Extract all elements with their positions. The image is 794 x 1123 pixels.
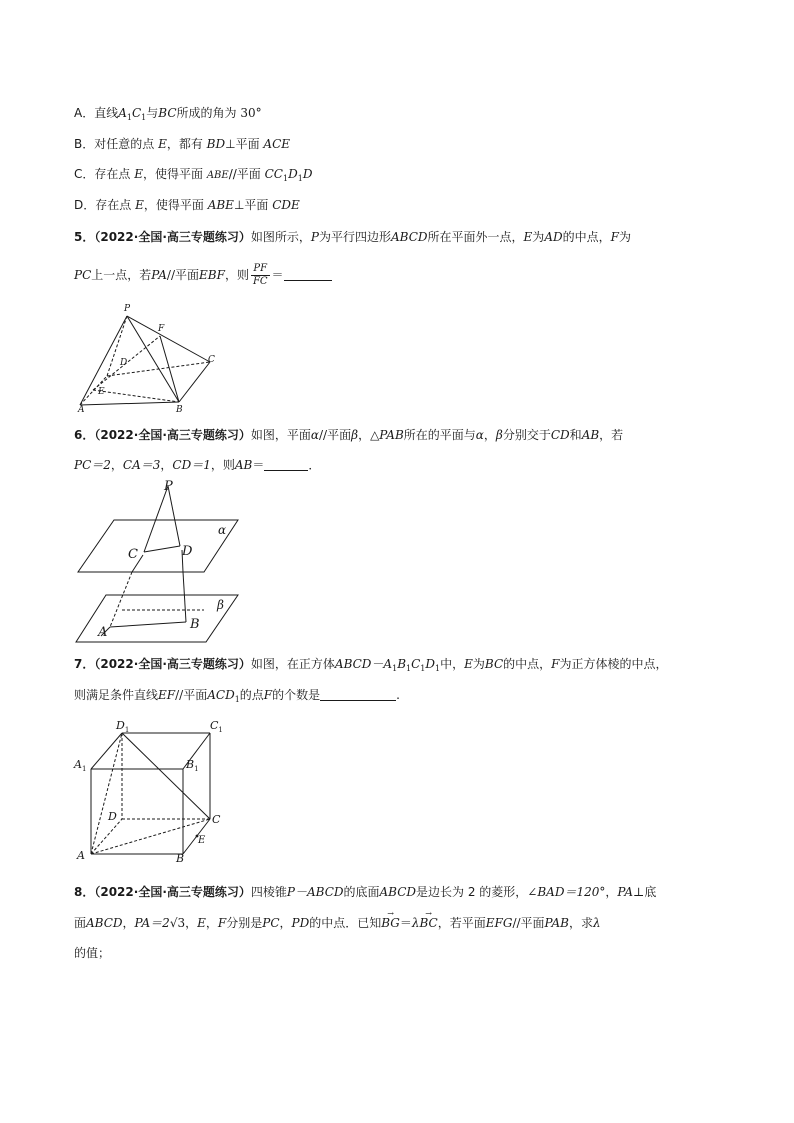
q7-label-d: D xyxy=(108,810,117,823)
q5-answer-blank xyxy=(284,268,332,281)
q7-label-c1: $C_1$ xyxy=(210,719,223,734)
option-a: A．直线$A_1C_1$与BC所成的角为 30° xyxy=(74,106,262,122)
q5-label-d: D xyxy=(120,358,128,368)
q5-label-b: B xyxy=(176,405,183,415)
q7-cube-figure xyxy=(70,716,240,866)
q7-label-d1: $D_1$ xyxy=(116,719,130,734)
q5-fraction: $\frac{PF}{FC}$ xyxy=(252,263,268,287)
q6-label-beta: β xyxy=(217,598,224,612)
q5-line1: 5．（2022·全国·高三专题练习）如图所示，P为平行四边形ABCD所在平面外一点，E为AD的中点，F为 xyxy=(74,230,631,244)
q6-label-c: C xyxy=(128,547,138,562)
q5-label-f: F xyxy=(158,324,165,334)
q6-label-b: B xyxy=(190,617,200,632)
q8-line3: 的值； xyxy=(74,946,111,960)
q5-label-a: A xyxy=(78,405,85,415)
q6-line2: PC＝2，CA＝3，CD＝1，则AB＝ ． xyxy=(74,458,321,472)
q7-line1: 7．（2022·全国·高三专题练习）如图，在正方体$ABCD-A_1B_1C_1D_1$中，E为BC的中点，F为正方体棱的中点， xyxy=(74,657,668,673)
q7-label-b: B xyxy=(176,852,185,865)
q7-label-b1: $B_1$ xyxy=(186,758,199,773)
q7-label-a: A xyxy=(77,849,85,862)
q7-label-a1: $A_1$ xyxy=(74,758,87,773)
q6-label-alpha: α xyxy=(218,523,227,537)
q5-line2: PC上一点，若PA//平面EBF，则 $\frac{PF}{FC}$ ＝ xyxy=(74,263,332,288)
q8-line2: 面ABCD，PA＝2√3，E，F分别是PC，PD的中点．已知→ BG＝λ→ BC，若平面EFG//平面PAB，求λ xyxy=(74,914,601,932)
q5-label-e: E xyxy=(98,387,105,397)
q8-line1: 8．（2022·全国·高三专题练习）四棱锥P－ABCD的底面ABCD是边长为 2 的菱形，∠BAD＝120°，PA⊥底 xyxy=(74,885,657,899)
q6-parallel-planes-figure xyxy=(72,476,244,644)
option-d: D．存在点 E，使得平面 ABE⊥平面 CDE xyxy=(74,198,300,212)
q7-answer-blank xyxy=(320,688,396,701)
q6-label-d: D xyxy=(182,544,193,559)
q7-label-c: C xyxy=(212,813,221,826)
q5-pyramid-figure xyxy=(70,298,230,416)
q7-line2: 则满足条件直线EF//平面$ACD_1$的点F的个数是 . xyxy=(74,688,400,704)
option-c: C．存在点 E，使得平面 ABE//平面 $CC_1D_1D$ xyxy=(74,167,313,183)
q6-line1: 6．（2022·全国·高三专题练习）如图，平面α//平面β，△PAB所在的平面与α，β分别交于CD和AB，若 xyxy=(74,428,624,442)
q5-label-p: P xyxy=(124,304,131,314)
q7-label-e: E xyxy=(198,835,206,846)
q6-label-a: A xyxy=(98,625,108,640)
q6-label-p: P xyxy=(164,479,173,494)
q6-answer-blank xyxy=(264,458,308,471)
option-b: B．对任意的点 E，都有 BD⊥平面 ACE xyxy=(74,137,291,151)
q5-label-c: C xyxy=(208,355,215,365)
